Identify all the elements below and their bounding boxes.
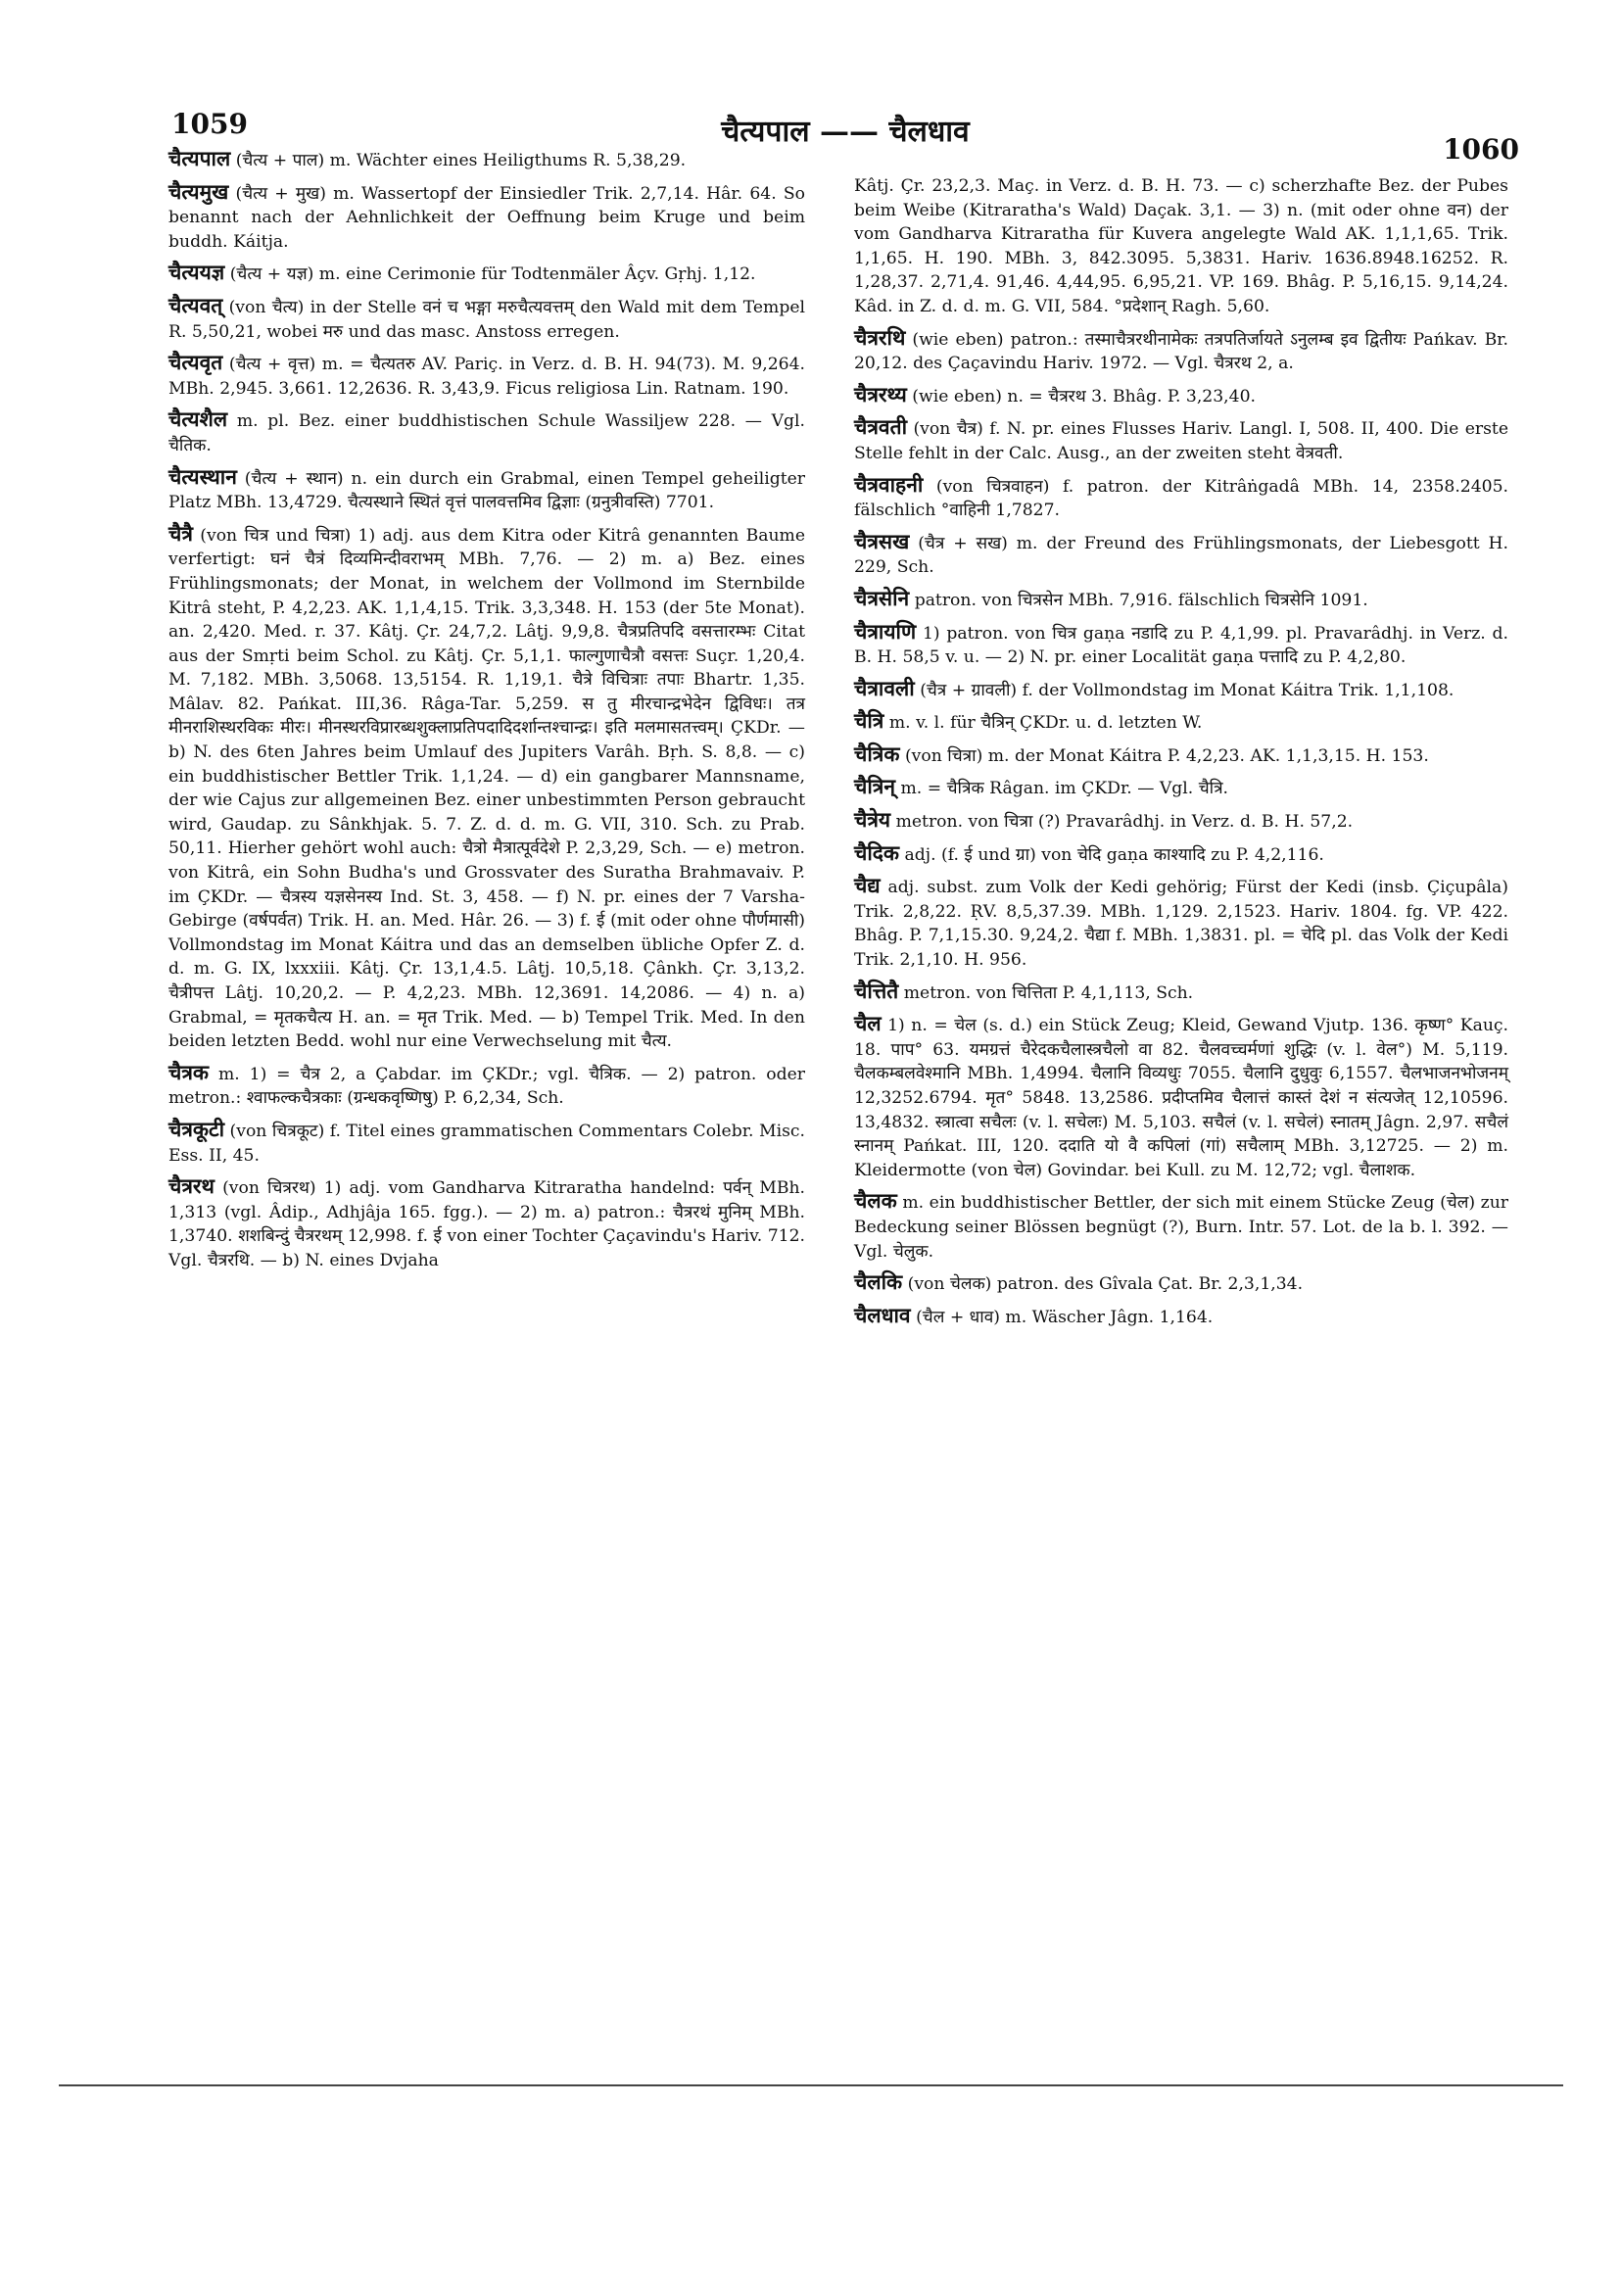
entry-text: (चैत्र + सख) m. der Freund des Frühlingsmonats, der Liebesgott H. 229, Sch. <box>854 533 1508 578</box>
entry-headword: चैत्यस्थान <box>168 463 237 489</box>
dictionary-entry <box>854 620 1508 670</box>
dictionary-entry <box>854 874 1508 972</box>
entry-headword: चैत्यपाल <box>168 146 231 170</box>
entry-text: adj. (f. ई und ग्रा) von चेदि gaṇa काश्यादि zu P. 4,2,116. <box>904 844 1324 865</box>
entry-text: (von चित्रवाहन) f. patron. der Kitrâṅgadâ MBh. 14, 2358.2405. fälschlich °वाहिनी 1,7827. <box>854 476 1508 521</box>
entry-headword: चैत्रायणि <box>854 618 917 644</box>
entry-text: (चैत्य + पाल) m. Wächter eines Heiligthums R. 5,38,29. <box>235 151 687 170</box>
dictionary-entry <box>168 407 805 457</box>
entry-text: m. ein buddhistischer Bettler, der sich mit einem Stücke Zeug (चेल) zur Bedeckung seiner Blössen begnügt (?), Burn. Intr. 57. Lot. de la b. l. 392. — Vgl. चेलुक. <box>854 1193 1508 1262</box>
dictionary-entry <box>168 522 805 1054</box>
dictionary-entry <box>854 587 1508 613</box>
running-title: चैत्यपाल —— चैलधाव <box>721 115 970 149</box>
dictionary-entry <box>168 147 805 173</box>
dictionary-entry <box>168 1118 805 1168</box>
entry-headword: चैद्य <box>854 873 881 898</box>
entry-text: Kâtj. Çr. 23,2,3. Maç. in Verz. d. B. H. 73. — c) scherzhafte Bez. der Pubes beim Weibe (Kitraratha's Wald) Daçak. 3,1. — 3) n. (mit oder ohne वन) der vom Gandharva Kitraratha für Kuvera angelegte Wald AK. 1,1,1,65. Trik. 1,1,65. H. 190. MBh. 3, 842.3095. 5,3831. Hariv. 1636.8948.16252. R. 1,28,37. 2,71,4. 91,46. 4,44,95. 6,95,21. VP. 169. Bhâg. P. 5,16,15. 9,14,24. Kâd. in Z. d. d. m. G. VII, 584. °प्रदेशान् Ragh. 5,60. <box>854 176 1508 316</box>
entry-headword: चैत्ररथ <box>168 1173 215 1199</box>
entry-headword: चैत्तितै <box>854 978 899 1003</box>
dictionary-entry <box>854 742 1508 769</box>
entry-text: (wie eben) patron.: तस्माचैत्ररथीनामेकः तत्रपतिर्जायते ऽनुलम्ब इव द्वितीयः Pańkav. Br. 20,12. des Çaçavindu Hariv. 1972. — Vgl. चैत्ररथ 2, a. <box>854 329 1508 374</box>
dictionary-entry <box>854 530 1508 580</box>
dictionary-entry <box>168 180 805 255</box>
entry-headword: चैत्रिन् <box>854 774 896 799</box>
entry-headword: चैलकि <box>854 1269 903 1295</box>
entry-headword: चैत्यवत् <box>168 292 223 317</box>
entry-headword: चैत्यवृत <box>168 350 223 375</box>
entry-headword: चैलधाव <box>854 1302 911 1327</box>
dictionary-entry <box>854 1304 1508 1330</box>
entry-text: m. 1) = चैत्र 2, a Çabdar. im ÇKDr.; vgl. चैत्रिक. — 2) patron. oder metron.: श्वाफल्कचैत्रकाः (ग्रन्धकवृष्णिषु) P. 6,2,34, Sch. <box>168 1064 805 1109</box>
dictionary-entry <box>854 473 1508 523</box>
dictionary-entry <box>854 326 1508 376</box>
entry-headword: चैत्ररथ्य <box>854 381 907 407</box>
entry-text: (चैत्य + मुख) m. Wassertopf der Einsiedler Trik. 2,7,14. Hâr. 64. So benannt nach der Aehnlichkeit der Oeffnung beim Kruge und beim buddh. Káitja. <box>168 183 805 252</box>
entry-text: (von चित्र und चित्रा) 1) adj. aus dem Kitra oder Kitrâ genannten Baume verfertigt: घनं चैत्रं दिव्यमिन्दीवराभम् MBh. 7,76. — 2) m. a) Bez. eines Frühlingsmonats; der Monat, in welchem der Vollmond im Sternbilde Kitrâ steht, P. 4,2,23. AK. 1,1,4,15. Trik. 3,3,348. H. 153 (der 5te Monat). an. 2,420. Med. r. 37. Kâtj. Çr. 24,7,2. Lâṭj. 9,9,8. चैत्रप्रतिपदि वसत्तारम्भः Citat aus der Smṛti beim Schol. zu Kâtj. Çr. 5,1,1. फाल्गुणाचैत्रौ वसत्तः Suçr. 1,20,4. M. 7,182. MBh. 3,5068. 13,5154. R. 1,19,1. चैत्रे विचित्राः तपाः Bhartr. 1,35. Mâlav. 82. Pańkat. III,36. Râga-Tar. 5,259. स तु मीरचान्द्रभेदेन द्विविधः। तत्र मीनराशिस्थरविकः मीरः। मीनस्थरविप्रारब्धशुक्लाप्रतिपदादिदर्शान्तश्चान्द्रः। इति मलमासतत्त्वम्। ÇKDr. — b) N. des 6ten Jahres beim Umlauf des Jupiters Varâh. Bṛh. S. 8,8. — c) ein buddhistischer Bettler Trik. 1,1,24. — d) ein gangbarer Mannsname, der wie Cajus zur allgemeinen Bez. einer unbestimmten Person gebraucht wird, Gaudap. zu Sânkhjak. 5. 7. Z. d. d. m. G. VII, 310. Sch. zu Prab. 50,11. Hierher gehört wohl auch: चैत्रो मैत्रात्पूर्वदेशे P. 2,3,29, Sch. — e) metron. von Kitrâ, ein Sohn Budha's und Grossvater des Suratha Brahmavaiv. P. im ÇKDr. — चैत्रस्य यज्ञसेनस्य Ind. St. 3, 458. — f) N. pr. eines der 7 Varsha-Gebirge (वर्षपर्वत) Trik. H. an. Med. Hâr. 26. — 3) f. ई (mit oder ohne पौर्णमासी) Vollmondstag im Monat Káitra und das an demselben übliche Opfer Z. d. d. m. G. IX, lxxxiii. Kâtj. Çr. 13,1,4.5. Lâṭj. 10,5,18. Çânkh. Çr. 3,13,2. चैत्रीपत्त Lâṭj. 10,20,2. — P. 4,2,23. MBh. 12,3691. 14,2086. — 4) n. a) Grabmal, = मृतकचैत्य H. an. = मृत Trik. Med. — b) Tempel Trik. Med. In den beiden letzten Bedd. wohl nur eine Verwechselung mit चैत्य. <box>168 525 805 1052</box>
entry-headword: चैत्रिक <box>854 741 900 766</box>
entry-text: (चैत्य + स्थान) n. ein durch ein Grabmal, einen Tempel geheiligter Platz MBh. 13,4729. चैत्यस्थाने स्थितं वृत्तं पालवत्तमिव द्विज्ञाः (ग्रनुत्रीवस्ति) 7701. <box>168 468 806 513</box>
entry-text: (von चित्ररथ) 1) adj. vom Gandharva Kitraratha handelnd: पर्वन् MBh. 1,313 (vgl. Âdip., Adhjâja 165. fgg.). — 2) m. a) patron.: चैत्ररथं मुनिम् MBh. 1,3740. शशबिन्दुं चैत्ररथम् 12,998. f. ई von einer Tochter Çaçavindu's Hariv. 712. Vgl. चैत्ररथि. — b) N. eines Dvjaha <box>168 1178 805 1270</box>
dictionary-entry <box>168 261 805 287</box>
entry-text: (von चित्रा) m. der Monat Káitra P. 4,2,23. AK. 1,1,3,15. H. 153. <box>904 745 1429 766</box>
entry-text: adj. subst. zum Volk der Kedi gehörig; Fürst der Kedi (insb. Çiçupâla) Trik. 2,8,22. ṚV. 8,5,37.39. MBh. 1,129. 2,1523. Hariv. 1804. fg. VP. 422. Bhâg. P. 7,1,15.30. 9,24,2. चैद्या f. MBh. 1,3831. pl. = चेदि pl. das Volk der Kedi Trik. 2,1,10. H. 956. <box>854 878 1508 971</box>
left-page-number: 1059 <box>171 108 248 140</box>
entry-headword: चैत्रै <box>168 520 193 546</box>
entry-text: m. = चैत्रिक Râgan. im ÇKDr. — Vgl. चैत्रि. <box>900 779 1229 799</box>
right-page-number: 1060 <box>1443 133 1519 166</box>
entry-headword: चैत्रवती <box>854 414 908 440</box>
entry-headword: चैत्रकूटी <box>168 1116 225 1141</box>
entry-headword: चैदिक <box>854 839 900 865</box>
left-column <box>168 147 805 1280</box>
dictionary-entry <box>168 465 805 515</box>
entry-headword: चैत्यमुख <box>168 178 229 204</box>
entry-headword: चैत्रसेनि <box>854 585 910 610</box>
dictionary-entry <box>854 1012 1508 1182</box>
entry-headword: चैल <box>854 1011 882 1036</box>
entry-text: (चैत्य + यज्ञ) m. eine Cerimonie für Todtenmäler Âçv. Gṛhj. 1,12. <box>229 264 756 285</box>
entry-headword: चैत्रि <box>854 708 884 734</box>
dictionary-entry <box>854 1189 1508 1264</box>
right-column <box>854 174 1508 1336</box>
entry-text: (von चेलक) patron. des Gîvala Çat. Br. 2,3,1,34. <box>907 1274 1304 1295</box>
dictionary-entry <box>854 383 1508 409</box>
dictionary-entry <box>854 808 1508 835</box>
dictionary-entry <box>854 775 1508 801</box>
entry-headword: चैत्ररथि <box>854 324 906 350</box>
entry-text: (चैल + धाव) m. Wäscher Jâgn. 1,164. <box>916 1307 1214 1327</box>
entry-headword: चैत्यशैल <box>168 407 228 432</box>
dictionary-entry <box>854 980 1508 1006</box>
entry-text: (von चैत्य) in der Stelle वनं च भङ्गा मरुचैत्यवत्तम् den Wald mit dem Tempel R. 5,50,21, wobei मरु und das masc. Anstoss erregen. <box>168 297 805 342</box>
entry-text: (चैत्य + वृत्त) m. = चैत्यतरु AV. Pariç. in Verz. d. B. H. 94(73). M. 9,264. MBh. 2,945. 3,661. 12,2636. R. 3,43,9. Ficus religiosa Lin. Ratnam. 190. <box>168 355 805 399</box>
dictionary-entry <box>854 841 1508 868</box>
entry-text: m. v. l. für चैत्रिन् ÇKDr. u. d. letzten W. <box>888 713 1203 734</box>
entry-headword: चैत्रवाहनी <box>854 471 924 497</box>
entry-headword: चैत्रसख <box>854 528 910 553</box>
dictionary-entry <box>168 1174 805 1272</box>
entry-text: 1) patron. von चित्र gaṇa नडादि zu P. 4,1,99. pl. Pravarâdhj. in Verz. d. B. H. 58,5 v. u. — 2) N. pr. einer Localität gaṇa पत्तादि zu P. 4,2,80. <box>854 623 1509 668</box>
entry-headword: चैत्ययज्ञ <box>168 260 225 285</box>
entry-text: m. pl. Bez. einer buddhistischen Schule Wassiljew 228. — Vgl. चैतिक. <box>168 411 805 455</box>
entry-text: patron. von चित्रसेन MBh. 7,916. fälschlich चित्रसेनि 1091. <box>914 590 1368 610</box>
entry-text: (wie eben) n. = चैत्ररथ 3. Bhâg. P. 3,23,40. <box>912 386 1256 407</box>
entry-text: metron. von चित्तिता P. 4,1,113, Sch. <box>903 982 1194 1003</box>
entry-text: (चैत्र + ग्रावली) f. der Vollmondstag im Monat Káitra Trik. 1,1,108. <box>920 680 1455 700</box>
bottom-rule <box>59 2084 1563 2086</box>
entry-text: (von चित्रकूट) f. Titel eines grammatischen Commentars Colebr. Misc. Ess. II, 45. <box>168 1121 805 1166</box>
dictionary-entry <box>854 709 1508 736</box>
entry-headword: चैलक <box>854 1188 897 1214</box>
dictionary-entry <box>854 174 1508 319</box>
dictionary-entry <box>168 294 805 344</box>
entry-headword: चैत्रावली <box>854 675 915 700</box>
entry-text: metron. von चित्रा (?) Pravarâdhj. in Verz. d. B. H. 57,2. <box>895 812 1354 833</box>
dictionary-entry <box>854 677 1508 703</box>
entry-text: 1) n. = चेल (s. d.) ein Stück Zeug; Kleid, Gewand Vjutp. 136. कृष्ण° Kauç. 18. पाप° 63. यमग्रत्तं चैरेदकचैलास्त्रचैलो वा 82. चैलवच्चर्मणां शुद्धिः (v. l. वेल°) M. 5,119. चैलकम्बलवेश्मानि MBh. 1,4994. चैलानि विव्यधुः 7055. चैलानि दुधुवुः 6,1557. चैलभाजनभोजनम् 12,3252.6794. मृत° 5848. 13,2586. प्रदीप्तमिव चैलात्तं कास्तं देशं न संत्यजेत् 12,10596. 13,4832. स्त्रात्वा सचैलः (v. l. सचेलः) M. 5,103. सचैलं (v. l. सचेलं) स्नातम् Jâgn. 2,97. सचैलं स्नानम् Pańkat. III, 120. ददाति यो वै कपिलां (गां) सचैलाम् MBh. 3,12725. — 2) m. Kleidermotte (von चेल) Govindar. bei Kull. zu M. 12,72; vgl. चैलाशक. <box>854 1016 1509 1180</box>
dictionary-entry <box>854 415 1508 465</box>
dictionary-entry <box>168 1061 805 1111</box>
dictionary-entry <box>168 351 805 401</box>
entry-headword: चैत्रेय <box>854 807 891 833</box>
entry-text: (von चैत्र) f. N. pr. eines Flusses Hariv. Langl. I, 508. II, 400. Die erste Stelle fehlt in der Calc. Ausg., an der zweiten steht वेत्रवती. <box>854 419 1509 463</box>
entry-headword: चैत्रक <box>168 1059 210 1084</box>
dictionary-entry <box>854 1270 1508 1297</box>
